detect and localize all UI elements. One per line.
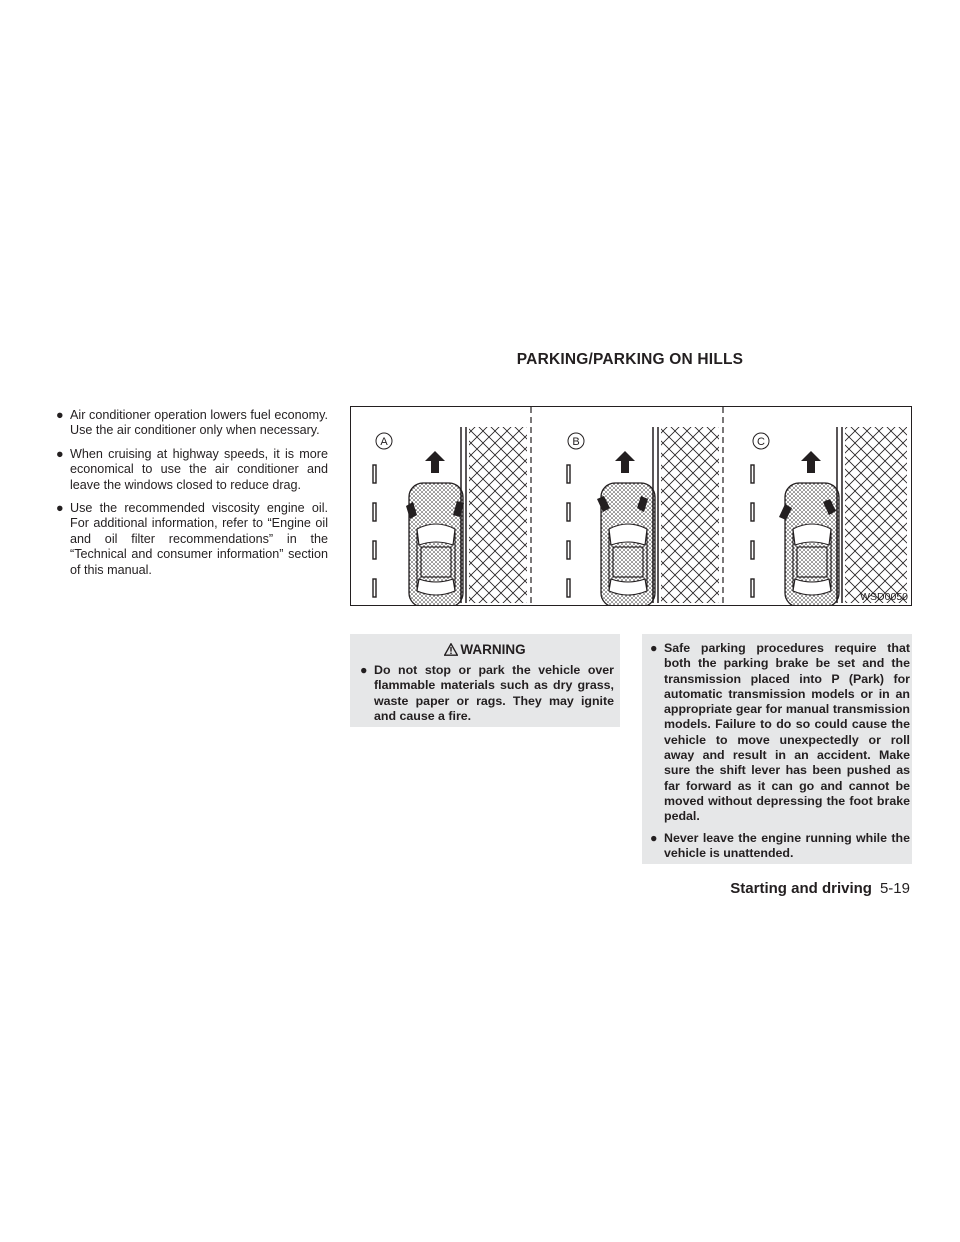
parking-diagram	[351, 407, 911, 605]
bullet-icon: ●	[650, 641, 658, 655]
warning-text: Never leave the engine running while the vehicle is unattended.	[664, 830, 910, 860]
page-footer	[730, 880, 910, 897]
list-item	[356, 663, 614, 724]
warning-list-left	[356, 663, 614, 730]
section-title: PARKING/PARKING ON HILLS	[516, 351, 744, 368]
chapter-title: Starting and driving	[730, 880, 872, 897]
panel-label-c: C	[757, 436, 765, 448]
list-item	[50, 501, 328, 578]
warning-triangle-icon	[444, 643, 458, 659]
bullet-icon: ●	[56, 446, 64, 461]
bullet-icon: ●	[360, 663, 368, 677]
panel-label-a: A	[380, 436, 388, 448]
warning-text: Safe parking procedures require that both the parking brake be set and the transmission placed into P (Park) for automatic transmission models or in an appropriate gear for manual transmission models. Failure to do so could cause the vehicle to move unexpectedly or roll away and result in an accident. Make sure the shift lever has been pushed as far forward as it can go and cannot be moved without depressing the foot brake pedal.	[664, 641, 910, 824]
bullet-text: Air conditioner operation lowers fuel economy. Use the air conditioner only when necessary.	[70, 408, 328, 438]
warning-text: Do not stop or park the vehicle over flammable materials such as dry grass, waste paper or rags. They may ignite and cause a fire.	[374, 663, 614, 723]
panel-c	[751, 427, 907, 605]
fuel-economy-bullet-list	[50, 408, 328, 586]
warning-list-right	[646, 641, 910, 867]
bullet-text: When cruising at highway speeds, it is more economical to use the air conditioner and leave the windows closed to reduce drag.	[70, 446, 328, 492]
panel-a	[373, 407, 531, 605]
bullet-icon: ●	[56, 408, 64, 422]
list-item	[50, 408, 328, 439]
panel-label-b: B	[572, 436, 580, 448]
list-item	[646, 641, 910, 825]
panel-b	[567, 407, 723, 605]
figure-id: WSD0050	[860, 591, 908, 603]
bullet-icon: ●	[650, 830, 658, 845]
bullet-icon: ●	[56, 501, 64, 516]
bullet-text: Use the recommended viscosity engine oil. For additional information, refer to “Engine oil and oil filter recommendations” in the “Technical and consumer information” section of this manual.	[70, 501, 328, 577]
warning-heading	[350, 642, 620, 659]
parking-wheel-direction-figure	[350, 406, 912, 606]
page-number: 5-19	[879, 880, 910, 897]
list-item	[50, 447, 328, 493]
warning-title: WARNING	[460, 642, 526, 657]
list-item	[646, 831, 910, 862]
